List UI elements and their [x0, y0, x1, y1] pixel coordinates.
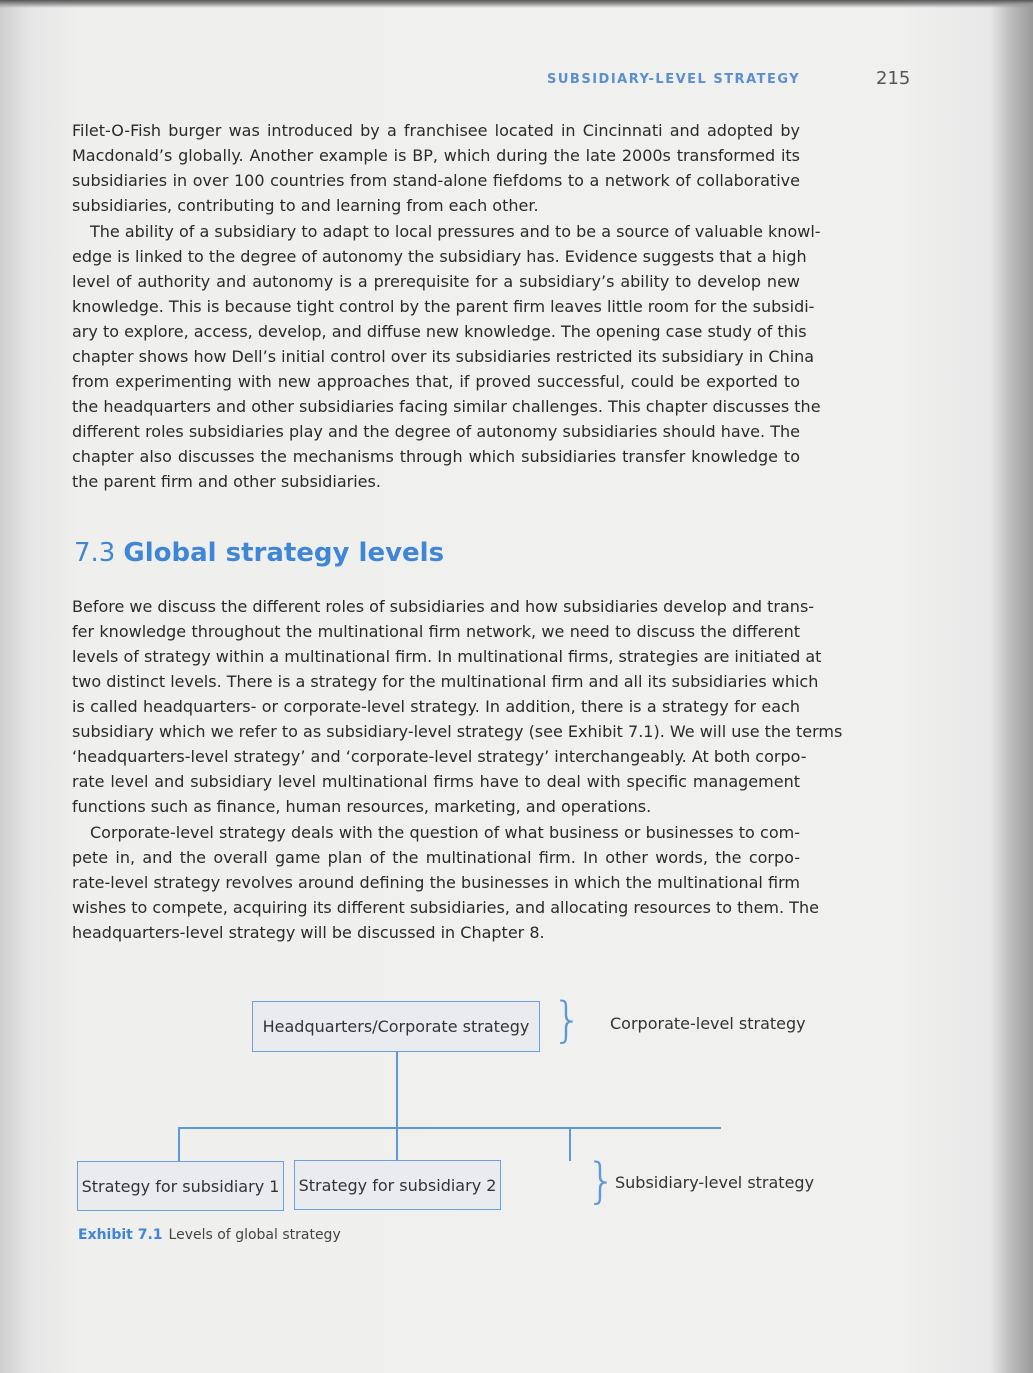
- text-line: the parent firm and other subsidiaries.: [72, 472, 381, 491]
- connector-horizontal: [178, 1127, 721, 1129]
- subsidiary-level-label: Subsidiary-level strategy: [615, 1173, 815, 1192]
- corporate-level-label: Corporate-level strategy: [610, 1014, 806, 1033]
- connector-vertical: [396, 1051, 398, 1161]
- text-line: The ability of a subsidiary to adapt to local pressures and to be a source of valuable knowl-: [90, 222, 821, 241]
- text-line: subsidiaries, contributing to and learning from each other.: [72, 196, 539, 215]
- caption-text: Levels of global strategy: [168, 1227, 341, 1243]
- text-line: ‘headquarters-level strategy’ and ‘corporate-level strategy’ interchangeably. At both corpo-: [72, 747, 807, 766]
- paragraph-2: [72, 219, 821, 494]
- text-line: rate level and subsidiary level multinational firms have to deal with specific management: [72, 772, 800, 791]
- text-line: functions such as finance, human resources, marketing, and operations.: [72, 797, 652, 816]
- running-header: SUBSIDIARY-LEVEL STRATEGY: [547, 72, 801, 87]
- paragraph-1: [72, 118, 800, 218]
- text-line: two distinct levels. There is a strategy for the multinational firm and all its subsidiaries which: [72, 672, 819, 691]
- connector-sub3: [569, 1128, 571, 1161]
- connector-sub1: [178, 1128, 180, 1161]
- section-number: 7.3: [74, 538, 116, 568]
- text-line: different roles subsidiaries play and the degree of autonomy subsidiaries should have. The: [72, 422, 800, 441]
- section-heading: [74, 538, 444, 568]
- text-line: ary to explore, access, develop, and diffuse new knowledge. The opening case study of this: [72, 322, 807, 341]
- text-line: is called headquarters- or corporate-level strategy. In addition, there is a strategy for each: [72, 697, 800, 716]
- text-line: level of authority and autonomy is a prerequisite for a subsidiary’s ability to develop new: [72, 272, 800, 291]
- subsidiary-1-box: Strategy for subsidiary 1: [77, 1161, 284, 1211]
- section-title: Global strategy levels: [123, 538, 445, 568]
- corporate-brace: }: [552, 992, 583, 1048]
- text-line: Filet-O-Fish burger was introduced by a franchisee located in Cincinnati and adopted by: [72, 121, 800, 140]
- text-line: the headquarters and other subsidiaries facing similar challenges. This chapter discusses the: [72, 397, 821, 416]
- text-line: edge is linked to the degree of autonomy the subsidiary has. Evidence suggests that a high: [72, 247, 807, 266]
- text-line: Before we discuss the different roles of subsidiaries and how subsidiaries develop and trans-: [72, 597, 815, 616]
- text-line: levels of strategy within a multinational firm. In multinational firms, strategies are initiated at: [72, 647, 822, 666]
- text-line: Corporate-level strategy deals with the question of what business or businesses to com-: [90, 823, 800, 842]
- text-line: from experimenting with new approaches that, if proved successful, could be exported to: [72, 372, 800, 391]
- paragraph-4: [72, 820, 819, 945]
- text-line: pete in, and the overall game plan of the multinational firm. In other words, the corpo-: [72, 848, 800, 867]
- text-line: knowledge. This is because tight control by the parent firm leaves little room for the subsidi-: [72, 297, 815, 316]
- scan-edge: [0, 0, 1033, 8]
- text-line: subsidiaries in over 100 countries from stand-alone fiefdoms to a network of collaborative: [72, 171, 800, 190]
- text-line: Macdonald’s globally. Another example is BP, which during the late 2000s transformed its: [72, 146, 800, 165]
- text-line: headquarters-level strategy will be discussed in Chapter 8.: [72, 923, 545, 942]
- paragraph-3: [72, 594, 843, 819]
- caption-label: Exhibit 7.1: [78, 1227, 163, 1243]
- exhibit-caption: [78, 1227, 341, 1243]
- text-line: wishes to compete, acquiring its different subsidiaries, and allocating resources to them. The: [72, 898, 819, 917]
- subsidiary-2-box: Strategy for subsidiary 2: [294, 1160, 501, 1210]
- text-line: rate-level strategy revolves around defining the businesses in which the multinational firm: [72, 873, 800, 892]
- subsidiary-brace: }: [586, 1153, 617, 1209]
- text-line: fer knowledge throughout the multinational firm network, we need to discuss the different: [72, 622, 800, 641]
- text-line: subsidiary which we refer to as subsidiary-level strategy (see Exhibit 7.1). We will use the terms: [72, 722, 843, 741]
- page-number: 215: [876, 68, 911, 89]
- headquarters-box: Headquarters/Corporate strategy: [252, 1001, 540, 1052]
- text-line: chapter also discusses the mechanisms through which subsidiaries transfer knowledge to: [72, 447, 800, 466]
- text-line: chapter shows how Dell’s initial control over its subsidiaries restricted its subsidiary in China: [72, 347, 815, 366]
